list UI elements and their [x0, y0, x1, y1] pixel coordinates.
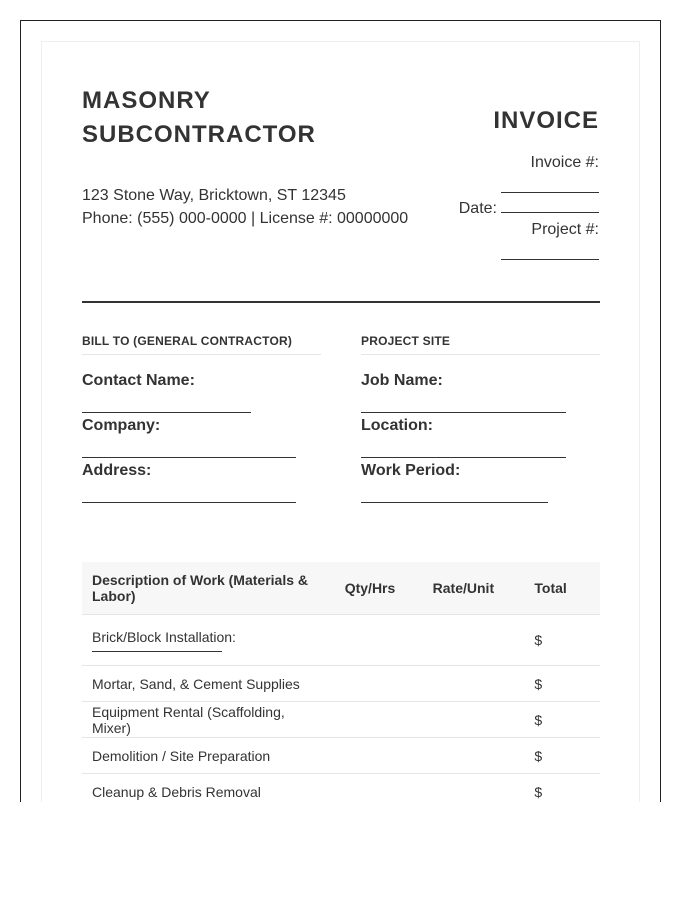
row-total[interactable]: $ [524, 774, 600, 803]
row-description: Equipment Rental (Scaffolding, Mixer) [82, 702, 335, 738]
document-frame [20, 20, 661, 802]
address-label: Address: [82, 462, 152, 479]
invoice-title: INVOICE [493, 107, 599, 134]
row-description: Demolition / Site Preparation [82, 738, 335, 774]
invoice-number-blank[interactable] [501, 192, 599, 193]
date-row [459, 198, 599, 218]
work-period-label: Work Period: [361, 462, 461, 479]
bill-to-heading: BILL TO (GENERAL CONTRACTOR) [82, 334, 321, 355]
invoice-number-label: Invoice #: [530, 154, 599, 171]
header-divider [82, 301, 600, 303]
header-rate: Rate/Unit [423, 562, 525, 615]
row-rate[interactable] [423, 738, 525, 774]
row-qty[interactable] [335, 615, 423, 666]
table-row [82, 615, 600, 666]
work-period-blank[interactable] [361, 502, 548, 503]
job-name-blank[interactable] [361, 412, 566, 413]
invoice-sheet [41, 41, 640, 802]
row-qty[interactable] [335, 738, 423, 774]
row-description: Brick/Block Installation: [92, 628, 236, 645]
row-qty[interactable] [335, 774, 423, 803]
contact-name-label: Contact Name: [82, 372, 195, 389]
date-label: Date: [458, 200, 497, 217]
row-description: Cleanup & Debris Removal [82, 774, 335, 803]
company-blank[interactable] [82, 457, 296, 458]
company-label: Company: [82, 417, 161, 434]
header-qty: Qty/Hrs [335, 562, 423, 615]
table-row [82, 702, 600, 738]
row-qty[interactable] [335, 666, 423, 702]
company-phone-license: Phone: (555) 000-0000 | License #: 00000000 [82, 210, 409, 227]
row-total[interactable]: $ [524, 615, 600, 666]
company-address: 123 Stone Way, Bricktown, ST 12345 [82, 187, 346, 204]
row-description-cell [82, 615, 335, 666]
location-blank[interactable] [361, 457, 566, 458]
address-blank[interactable] [82, 502, 296, 503]
row-rate[interactable] [423, 615, 525, 666]
header-total: Total [524, 562, 600, 615]
items-table-wrap [82, 562, 600, 802]
contact-name-blank[interactable] [82, 412, 251, 413]
row-qty[interactable] [335, 702, 423, 738]
job-name-label: Job Name: [361, 372, 443, 389]
table-header-row [82, 562, 600, 615]
header-description: Description of Work (Materials & Labor) [82, 562, 335, 615]
project-number-blank[interactable] [501, 259, 599, 260]
row-total[interactable]: $ [524, 666, 600, 702]
items-table [82, 562, 600, 802]
row-rate[interactable] [423, 666, 525, 702]
row-total[interactable]: $ [524, 738, 600, 774]
table-row [82, 774, 600, 803]
row-total[interactable]: $ [524, 702, 600, 738]
row-rate[interactable] [423, 774, 525, 803]
company-name: MASONRY SUBCONTRACTOR [82, 87, 316, 148]
table-row [82, 666, 600, 702]
date-blank[interactable] [501, 198, 599, 213]
project-site-heading: PROJECT SITE [361, 334, 600, 355]
row-rate[interactable] [423, 702, 525, 738]
row-description: Mortar, Sand, & Cement Supplies [82, 666, 335, 702]
row-description-blank[interactable] [92, 645, 222, 652]
project-number-label: Project #: [531, 221, 599, 238]
table-row [82, 738, 600, 774]
location-label: Location: [361, 417, 433, 434]
